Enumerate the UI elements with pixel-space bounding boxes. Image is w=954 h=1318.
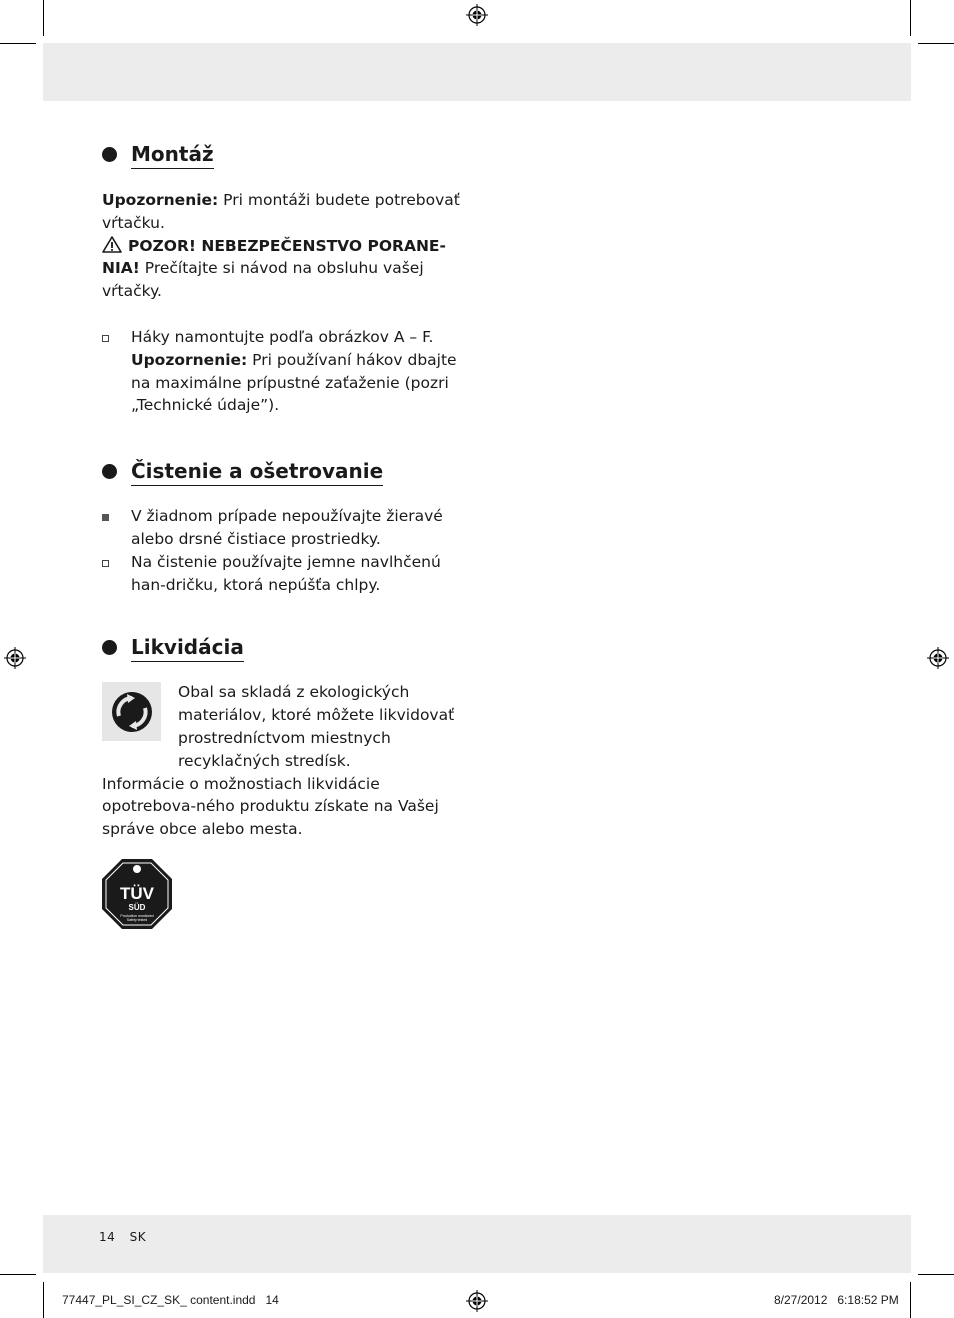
note-text: Pri montáži budete potrebovať vŕtačku. bbox=[102, 191, 460, 232]
packaging-text: Obal sa skladá z ekologických materiálov, ktoré môžete likvidovať prostredníctvom miestnych recyklačných stredísk. bbox=[178, 683, 455, 770]
registration-mark-icon bbox=[927, 647, 949, 669]
tuv-small2: Safety tested bbox=[126, 917, 148, 922]
list-item bbox=[102, 551, 472, 597]
section-title: Likvidácia bbox=[131, 633, 244, 662]
crop-mark bbox=[918, 1274, 954, 1275]
warning-label: POZOR! NEBEZPEČENSTVO PORANE-NIA! bbox=[102, 236, 446, 278]
packaging-block bbox=[102, 681, 472, 772]
checkbox-bullet-icon bbox=[102, 560, 109, 567]
header-band bbox=[43, 43, 911, 101]
list-item bbox=[102, 326, 472, 417]
tuv-small: Production monitored bbox=[120, 913, 154, 918]
green-dot-recycle-icon bbox=[102, 682, 161, 741]
note-label: Upozornenie: bbox=[102, 191, 219, 209]
warning-triangle-icon bbox=[102, 236, 122, 253]
crop-mark bbox=[43, 0, 44, 36]
page-footer bbox=[99, 1230, 146, 1244]
mount-note bbox=[102, 189, 472, 235]
note-text: Pri používaní hákov dbajte na maximálne prípustné zaťaženie (pozri „Technické údaje”). bbox=[131, 350, 457, 415]
tuv-sud-logo bbox=[102, 859, 172, 929]
print-file-name: 77447_PL_SI_CZ_SK_ content.indd 14 bbox=[62, 1293, 279, 1307]
print-timestamp: 8/27/2012 6:18:52 PM bbox=[774, 1293, 899, 1307]
section-title: Čistenie a ošetrovanie bbox=[131, 457, 383, 486]
page-number: 14 bbox=[99, 1230, 116, 1244]
filled-square-bullet-icon bbox=[102, 514, 109, 521]
bullet-dot-icon bbox=[102, 464, 117, 479]
tuv-brand: TÜV bbox=[120, 883, 154, 903]
warning-text: Prečítajte si návod na obsluhu vašej vŕtačky. bbox=[102, 259, 424, 301]
crop-mark bbox=[918, 43, 954, 44]
note-label: Upozornenie: bbox=[131, 350, 248, 369]
bullet-dot-icon bbox=[102, 147, 117, 162]
mount-warning bbox=[102, 235, 472, 303]
main-column bbox=[102, 140, 472, 936]
step-text: Háky namontujte podľa obrázkov A – F. bbox=[131, 327, 434, 346]
list-item bbox=[102, 505, 472, 551]
crop-mark bbox=[910, 1282, 911, 1318]
language-code: SK bbox=[129, 1230, 147, 1244]
section-title: Montáž bbox=[131, 140, 214, 169]
tuv-sub: SÜD bbox=[128, 902, 146, 912]
footer-band bbox=[43, 1215, 911, 1273]
list-item-text: Na čistenie používajte jemne navlhčenú han-dričku, ktorá nepúšťa chlpy. bbox=[131, 552, 441, 594]
bullet-dot-icon bbox=[102, 640, 117, 655]
disposal-info-text: Informácie o možnostiach likvidácie opotrebova-ného produktu získate na Vašej správe obce alebo mesta. bbox=[102, 774, 439, 839]
section-heading-cleaning bbox=[102, 457, 472, 486]
registration-mark-icon bbox=[466, 4, 488, 26]
section-heading-mount bbox=[102, 140, 472, 169]
checkbox-bullet-icon bbox=[102, 335, 109, 342]
step-note bbox=[131, 349, 472, 417]
crop-mark bbox=[910, 0, 911, 36]
section-heading-disposal bbox=[102, 633, 472, 662]
registration-mark-icon bbox=[4, 647, 26, 669]
crop-mark bbox=[0, 1274, 36, 1275]
list-item-text: V žiadnom prípade nepoužívajte žieravé alebo drsné čistiace prostriedky. bbox=[131, 507, 443, 548]
crop-mark bbox=[43, 1282, 44, 1318]
registration-mark-icon bbox=[466, 1290, 488, 1312]
crop-mark bbox=[0, 43, 36, 44]
